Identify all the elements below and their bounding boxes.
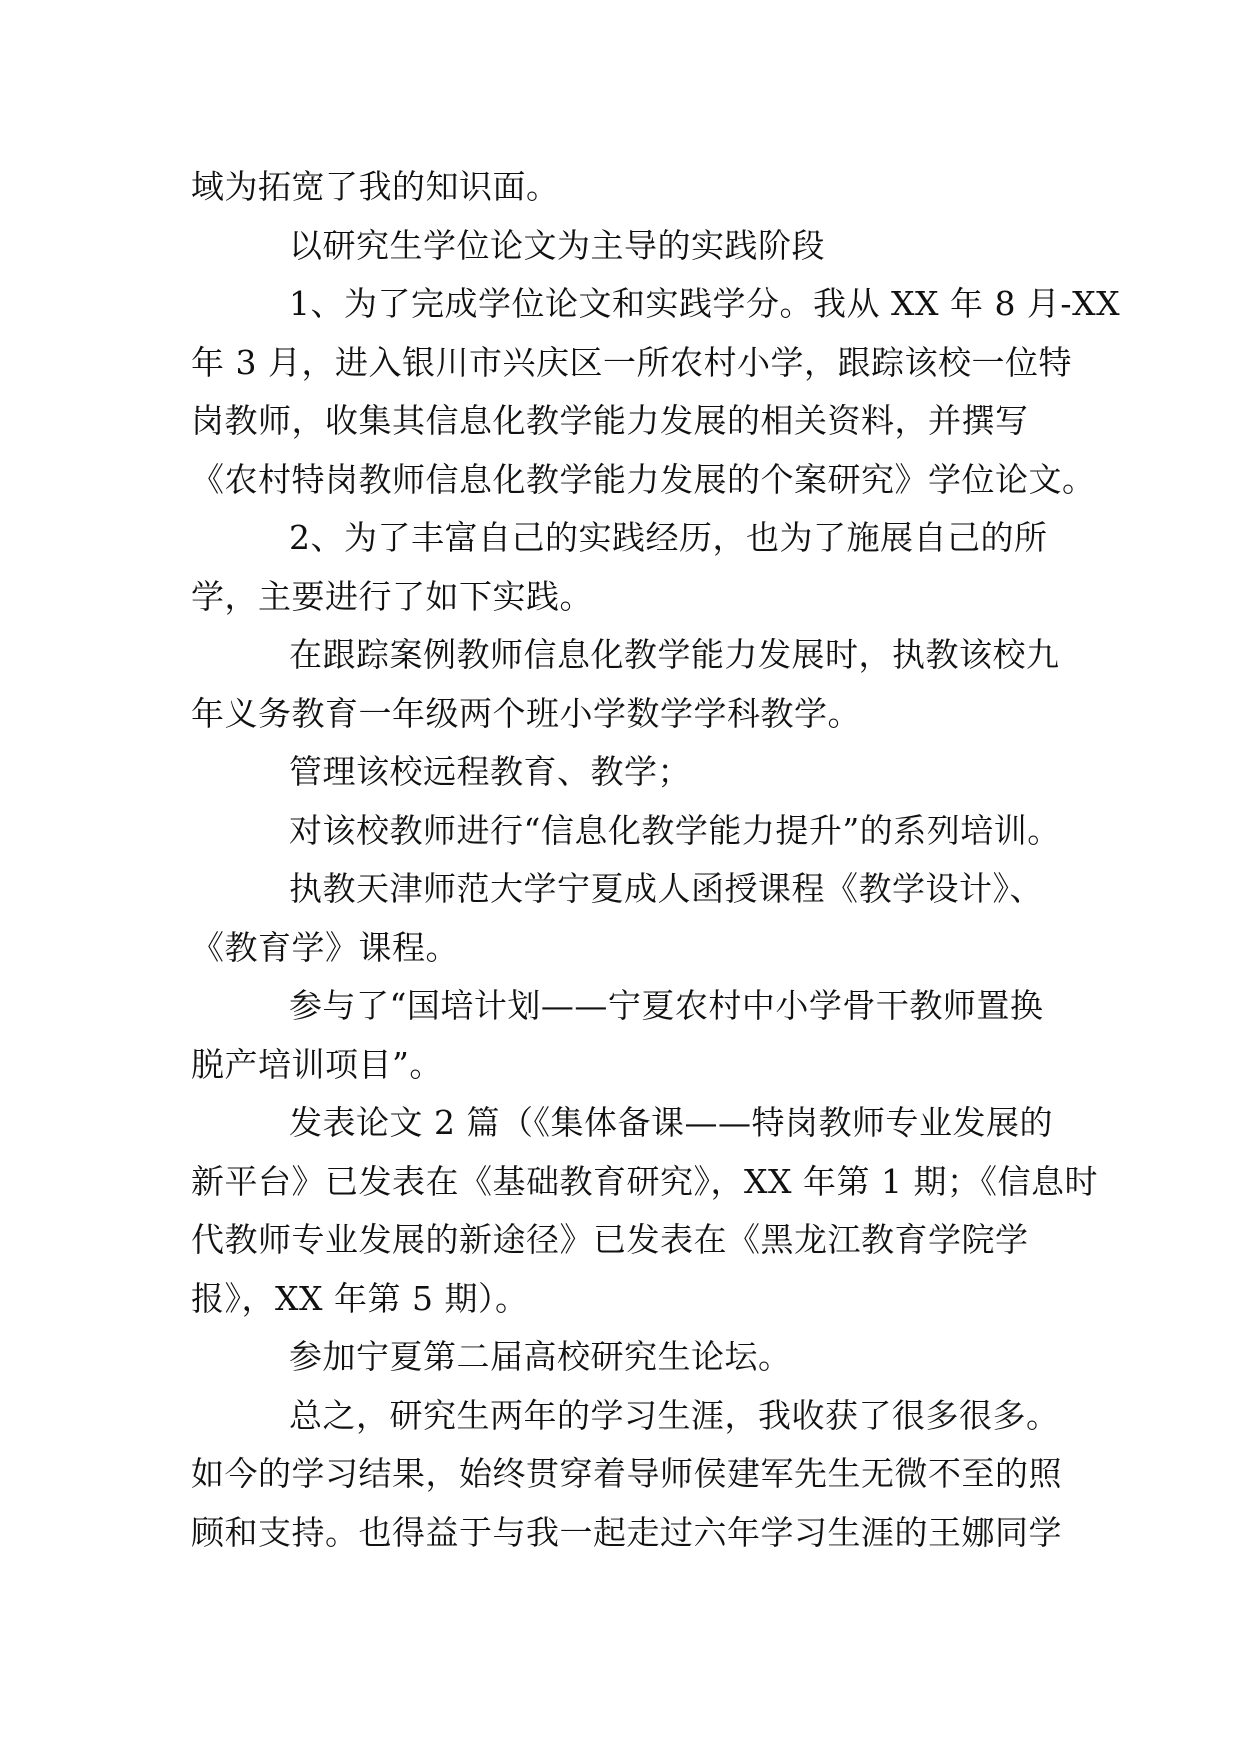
text-line: 《教育学》课程。 (191, 927, 459, 967)
text-line: 2、为了丰富自己的实践经历，也为了施展自己的所 (289, 518, 1048, 557)
document-body (191, 158, 1121, 1562)
text-line: 顾和支持。也得益于与我一起走过六年学习生涯的王娜同学 (191, 1512, 1062, 1552)
text-line: 代教师专业发展的新途径》已发表在《黑龙江教育学院学 (191, 1220, 1029, 1259)
text-line: 《农村特岗教师信息化教学能力发展的个案研究》学位论文。 (191, 459, 1096, 499)
text-line: 总之，研究生两年的学习生涯，我收获了很多很多。 (289, 1395, 1060, 1435)
text-line: 学，主要进行了如下实践。 (191, 576, 593, 616)
text-line: 新平台》已发表在《基础教育研究》，XX 年第 1 期；《信息时 (191, 1161, 1098, 1201)
text-line: 岗教师，收集其信息化教学能力发展的相关资料，并撰写 (191, 401, 1029, 440)
text-line: 如今的学习结果，始终贯穿着导师侯建军先生无微不至的照 (191, 1454, 1062, 1493)
text-line: 参加宁夏第二届高校研究生论坛。 (289, 1337, 792, 1376)
text-line: 对该校教师进行“信息化教学能力提升”的系列培训。 (289, 810, 1061, 850)
text-line: 报》，XX 年第 5 期）。 (191, 1278, 529, 1318)
section-heading: 以研究生学位论文为主导的实践阶段 (289, 225, 825, 265)
text-line: 年 3 月，进入银川市兴庆区一所农村小学，跟踪该校一位特 (191, 342, 1072, 382)
text-line: 参与了“国培计划——宁夏农村中小学骨干教师置换 (289, 986, 1044, 1025)
text-line: 在跟踪案例教师信息化教学能力发展时，执教该校九 (289, 635, 1060, 674)
text-line: 发表论文 2 篇（《集体备课——特岗教师专业发展的 (289, 1103, 1053, 1142)
text-line: 脱产培训项目”。 (191, 1044, 443, 1084)
text-line: 执教天津师范大学宁夏成人函授课程《教学设计》、 (289, 869, 1043, 908)
text-line: 年义务教育一年级两个班小学数学学科教学。 (191, 693, 861, 733)
text-line: 管理该校远程教育、教学； (289, 752, 691, 791)
text-line: 1、为了完成学位论文和实践学分。我从 XX 年 8 月-XX (289, 284, 1121, 323)
text-line: 域为拓宽了我的知识面。 (191, 167, 560, 206)
